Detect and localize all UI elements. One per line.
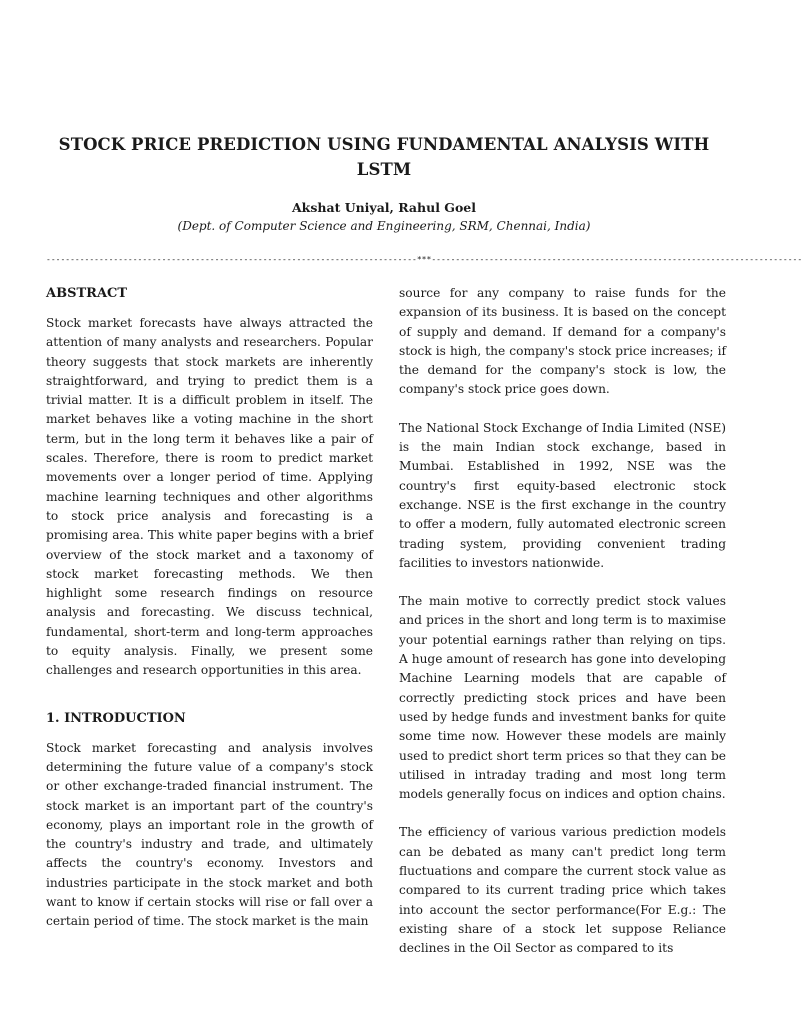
abstract-text: Stock market forecasts have always attracted the attention of many analysts and researchers. Popular theory suggests that stock markets are inherently straightforward, and trying to predict them is a trivial matter. It is a difficult problem in itself. The market behaves like a voting machine in the short term, but in the long term it behaves like a pair of scales. Therefore, there is room to predict market movements over a longer period of time. Applying machine learning techniques and other algorithms to stock price analysis and forecasting is a promising area. This white paper begins with a brief overview of the stock market and a taxonomy of stock market forecasting methods. We then highlight some research findings on resource analysis and forecasting. We discuss technical, fundamental, short-term and long-term approaches to equity analysis. Finally, we present some challenges and research opportunities in this area.: [46, 316, 373, 678]
paper-title: STOCK PRICE PREDICTION USING FUNDAMENTAL ANALYSIS WITH LSTM: [58, 135, 710, 179]
section-divider: -----------------------------------------------------------------------------***-----------------------------------------------------------------------------: [46, 255, 802, 264]
right-paragraph-3: The main motive to correctly predict stock values and prices in the short and long term is to maximise your potential earnings rather than relying on tips. A huge amount of research has gone into developing Machine Learning models that are capable of correctly predicting stock prices and have been used by hedge funds and investment banks for quite some time now. However these models are mainly used to predict short term prices so that they can be utilised in intraday trading and most long term models generally focus on indices and option chains.: [399, 594, 726, 802]
paper-authors: Akshat Uniyal, Rahul Goel: [291, 200, 477, 215]
introduction-text: Stock market forecasting and analysis involves determining the future value of a company's stock or other exchange-traded financial instrument. The stock market is an important part of the country's economy, plays an important role in the growth of the country's industry and trade, and ultimately affects the country's economy. Investors and industries participate in the stock market and both want to know if certain stocks will rise or fall over a certain period of time. The stock market is the main: [46, 740, 373, 929]
right-paragraph-2: The National Stock Exchange of India Limited (NSE) is the main Indian stock exchange, based in Mumbai. Established in 1992, NSE was the country's first equity-based electronic stock exchange. NSE is the first exchange in the country to offer a modern, fully automated electronic screen trading system, providing convenient trading facilities to investors nationwide.: [399, 420, 727, 570]
right-paragraph-1: source for any company to raise funds for the expansion of its business. It is based on the concept of supply and demand. If demand for a company's stock is high, the company's stock price increases; if the demand for the company's stock is low, the company's stock price goes down.: [399, 286, 726, 397]
right-paragraph-4: The efficiency of various various prediction models can be debated as many can't predict long term fluctuations and compare the current stock value as compared to its current trading price which takes into account the sector performance(For E.g.: The existing share of a stock let suppose Reliance declines in the Oil Sector as compared to its: [399, 825, 726, 956]
introduction-heading: 1. INTRODUCTION: [46, 710, 186, 726]
paper-affiliation: (Dept. of Computer Science and Engineering, SRM, Chennai, India): [177, 219, 591, 233]
abstract-heading: ABSTRACT: [46, 286, 128, 301]
left-column: [46, 284, 373, 951]
right-column: [399, 284, 726, 978]
